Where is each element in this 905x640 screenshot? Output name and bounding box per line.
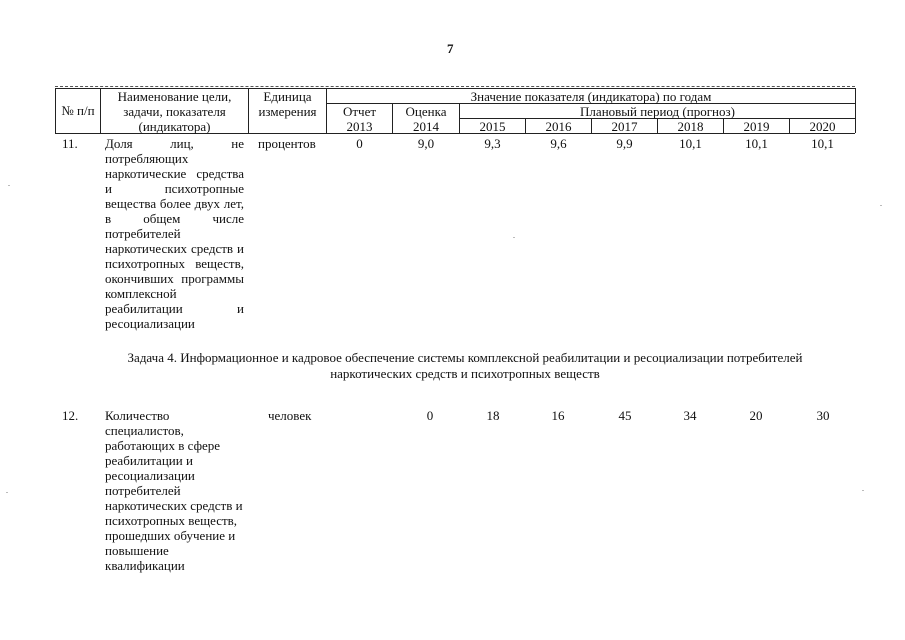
row-value: 30 (816, 408, 830, 423)
row-value: 9,3 (484, 136, 501, 151)
header-report: Отчет (342, 104, 377, 119)
header-estimate: Оценка (405, 104, 447, 119)
row-value: 16 (551, 408, 565, 423)
row-indicator-name: Количество специалистов, работающих в сфере реабилитации и ресоциализации потребителей наркотических средств и психотропных веществ, прошедших обучение и повышение квалификации (105, 408, 243, 573)
page-number: 7 (447, 41, 454, 56)
header-values-group: Значение показателя (индикатора) по годам (470, 89, 712, 104)
row-value: 10,1 (745, 136, 768, 151)
row-value: 20 (749, 408, 763, 423)
header-year: 2020 (809, 119, 836, 134)
header-report-year: 2013 (346, 119, 373, 134)
row-unit: процентов (258, 136, 316, 151)
header-name: Наименование цели, задачи, показателя (индикатора) (117, 89, 232, 134)
row-value: 9,6 (550, 136, 567, 151)
header-year: 2018 (677, 119, 704, 134)
row-value: 10,1 (679, 136, 702, 151)
row-number: 12. (62, 408, 79, 423)
row-value: 9,9 (616, 136, 633, 151)
row-value: 45 (618, 408, 632, 423)
header-estimate-year: 2014 (413, 119, 439, 134)
header-year: 2015 (479, 119, 506, 134)
row-value: 10,1 (811, 136, 834, 151)
header-plan: Плановый период (прогноз) (580, 104, 735, 119)
task-heading: Задача 4. Информационное и кадровое обеспечение системы комплексной реабилитации и ресоциализации потребителей наркотических средств и психотропных веществ (127, 350, 803, 381)
header-year: 2019 (743, 119, 770, 134)
row-value: 0 (356, 136, 363, 151)
row-unit: человек (268, 408, 312, 423)
header-year: 2017 (611, 119, 638, 134)
row-indicator-name: Доля лиц, не потребляющих наркотические средства и психотропные вещества более двух лет, в общем числе потребителей наркотических средств и психотропных веществ, окончивших программы комплексной реабилитации и ресоциализации (105, 136, 244, 331)
row-value: 0 (426, 408, 434, 423)
header-unit: Единица измерения (258, 89, 317, 119)
row-value: 34 (683, 408, 697, 423)
row-value: 18 (486, 408, 500, 423)
row-number: 11. (62, 136, 78, 151)
row-value: 9,0 (417, 136, 435, 151)
header-year: 2016 (545, 119, 572, 134)
header-num: № п/п (61, 103, 95, 118)
